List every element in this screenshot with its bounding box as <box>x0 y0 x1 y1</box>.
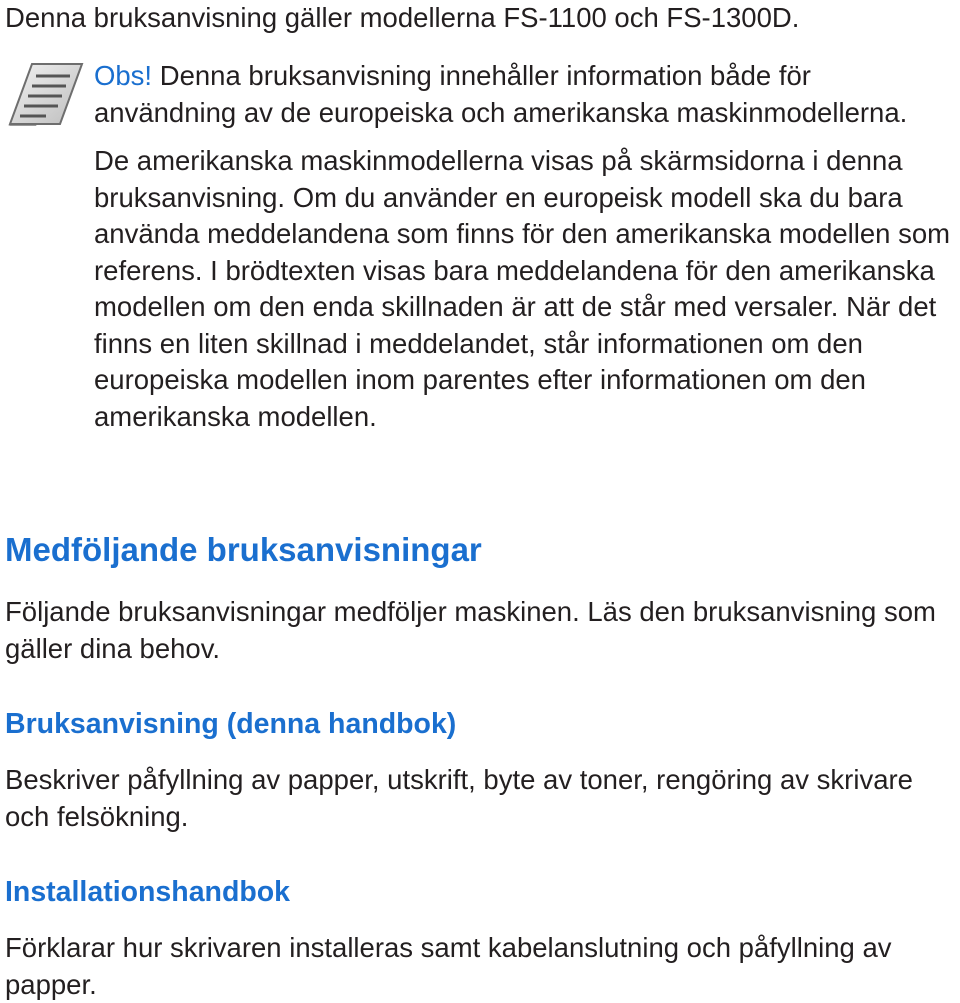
manual-description-user-guide: Beskriver påfyllning av papper, utskrift, byte av toner, rengöring av skrivare och felsökning. <box>5 764 913 832</box>
manual-heading-installation: Installationshandbok <box>5 876 291 908</box>
note-paragraph-1 <box>94 58 960 131</box>
note-label: Obs! <box>94 60 153 91</box>
note-paper-icon <box>6 62 84 130</box>
manual-description-installation: Förklarar hur skrivaren installeras samt kabelanslutning och påfyllning av papper. <box>5 932 892 1000</box>
manual-heading-user-guide: Bruksanvisning (denna handbok) <box>5 708 457 740</box>
section-heading: Medföljande bruksanvisningar <box>5 531 482 568</box>
note-paragraph-2: De amerikanska maskinmodellerna visas på skärmsidorna i denna bruksanvisning. Om du använder en europeisk modell ska du bara använda meddelandena som finns för den amerikanska modellen som referens. I brödtexten visas bara meddelandena för den amerikanska modellen om den enda skillnaden är att de står med versaler. När det finns en liten skillnad i meddelandet, står informationen om den europeiska modellen inom parentes efter informationen om den amerikanska modellen. <box>94 145 951 432</box>
note-block <box>94 58 960 435</box>
intro-line: Denna bruksanvisning gäller modellerna FS-1100 och FS-1300D. <box>5 2 800 33</box>
section-intro: Följande bruksanvisningar medföljer maskinen. Läs den bruksanvisning som gäller dina behov. <box>5 596 936 664</box>
note-text-1: Denna bruksanvisning innehåller information både för användning av de europeiska och amerikanska maskinmodellerna. <box>94 60 908 128</box>
